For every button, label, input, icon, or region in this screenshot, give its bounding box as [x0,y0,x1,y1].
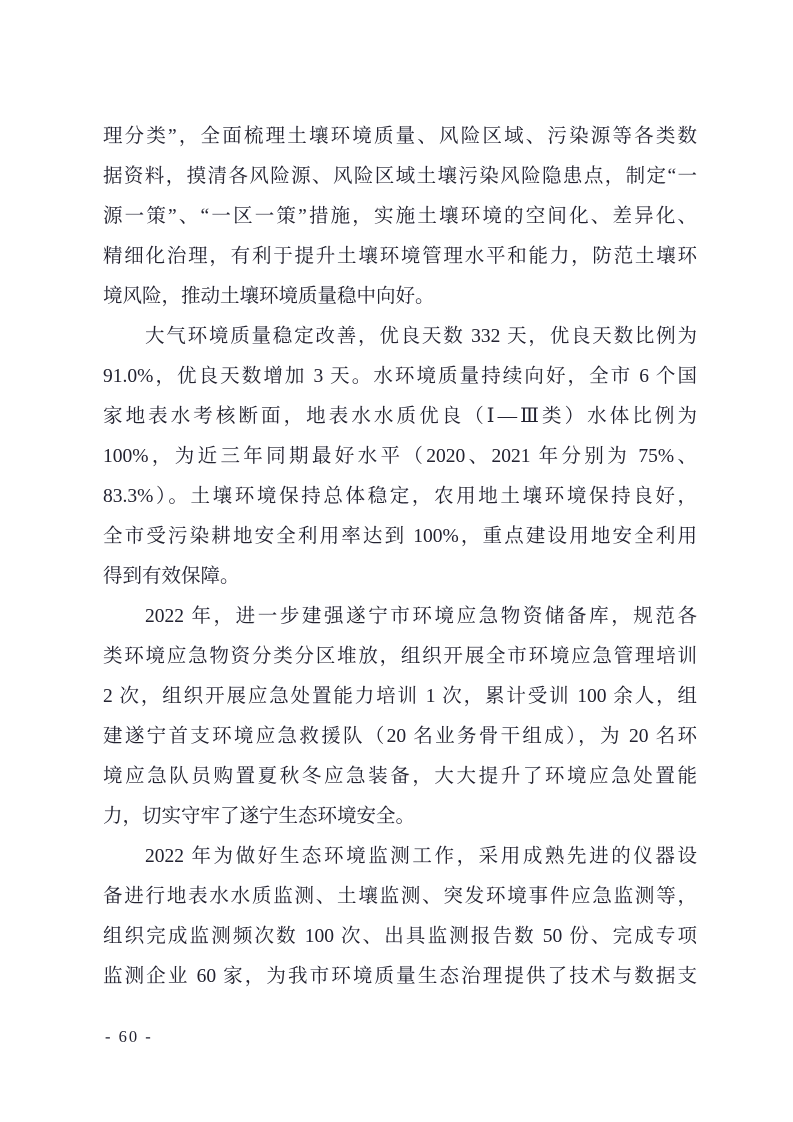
text-line: 全市受污染耕地安全利用率达到 100%，重点建设用地安全利用 [103,526,697,547]
text-line: 2022 年，进一步建强遂宁市环境应急物资储备库，规范各 [145,606,697,627]
text-line: 据资料，摸清各风险源、风险区域土壤污染风险隐患点，制定“一 [103,166,697,187]
page-number: - 60 - [105,1027,153,1046]
text-line: 组织完成监测频次数 100 次、出具监测报告数 50 份、完成专项 [103,926,697,947]
paragraph [103,837,697,997]
document-body [103,117,697,997]
text-line: 备进行地表水水质监测、土壤监测、突发环境事件应急监测等， [103,886,697,907]
text-line: 建遂宁首支环境应急救援队（20 名业务骨干组成），为 20 名环 [103,726,697,747]
paragraph [103,597,697,837]
text-line: 境应急队员购置夏秋冬应急装备，大大提升了环境应急处置能 [103,766,697,787]
text-line: 2 次，组织开展应急处置能力培训 1 次，累计受训 100 余人，组 [103,686,697,707]
paragraph [103,117,697,317]
text-line: 精细化治理，有利于提升土壤环境管理水平和能力，防范土壤环 [103,246,697,267]
text-line: 得到有效保障。 [103,566,240,587]
text-line: 理分类”，全面梳理土壤环境质量、风险区域、污染源等各类数 [103,126,697,147]
text-line: 100%，为近三年同期最好水平（2020、2021 年分别为 75%、 [103,446,697,467]
text-line: 力，切实守牢了遂宁生态环境安全。 [103,806,416,827]
text-line: 83.3%）。土壤环境保持总体稳定，农用地土壤环境保持良好， [103,486,697,507]
text-line: 境风险，推动土壤环境质量稳中向好。 [103,286,435,307]
text-line: 监测企业 60 家，为我市环境质量生态治理提供了技术与数据支 [103,966,697,987]
paragraph [103,317,697,597]
text-line: 类环境应急物资分类分区堆放，组织开展全市环境应急管理培训 [103,646,697,667]
text-line: 家地表水考核断面，地表水水质优良（Ⅰ—Ⅲ类）水体比例为 [103,406,697,427]
text-line: 2022 年为做好生态环境监测工作，采用成熟先进的仪器设 [145,846,697,867]
text-line: 源一策”、“一区一策”措施，实施土壤环境的空间化、差异化、 [103,206,697,227]
text-line: 91.0%，优良天数增加 3 天。水环境质量持续向好，全市 6 个国 [103,366,697,387]
text-line: 大气环境质量稳定改善，优良天数 332 天，优良天数比例为 [145,326,697,347]
